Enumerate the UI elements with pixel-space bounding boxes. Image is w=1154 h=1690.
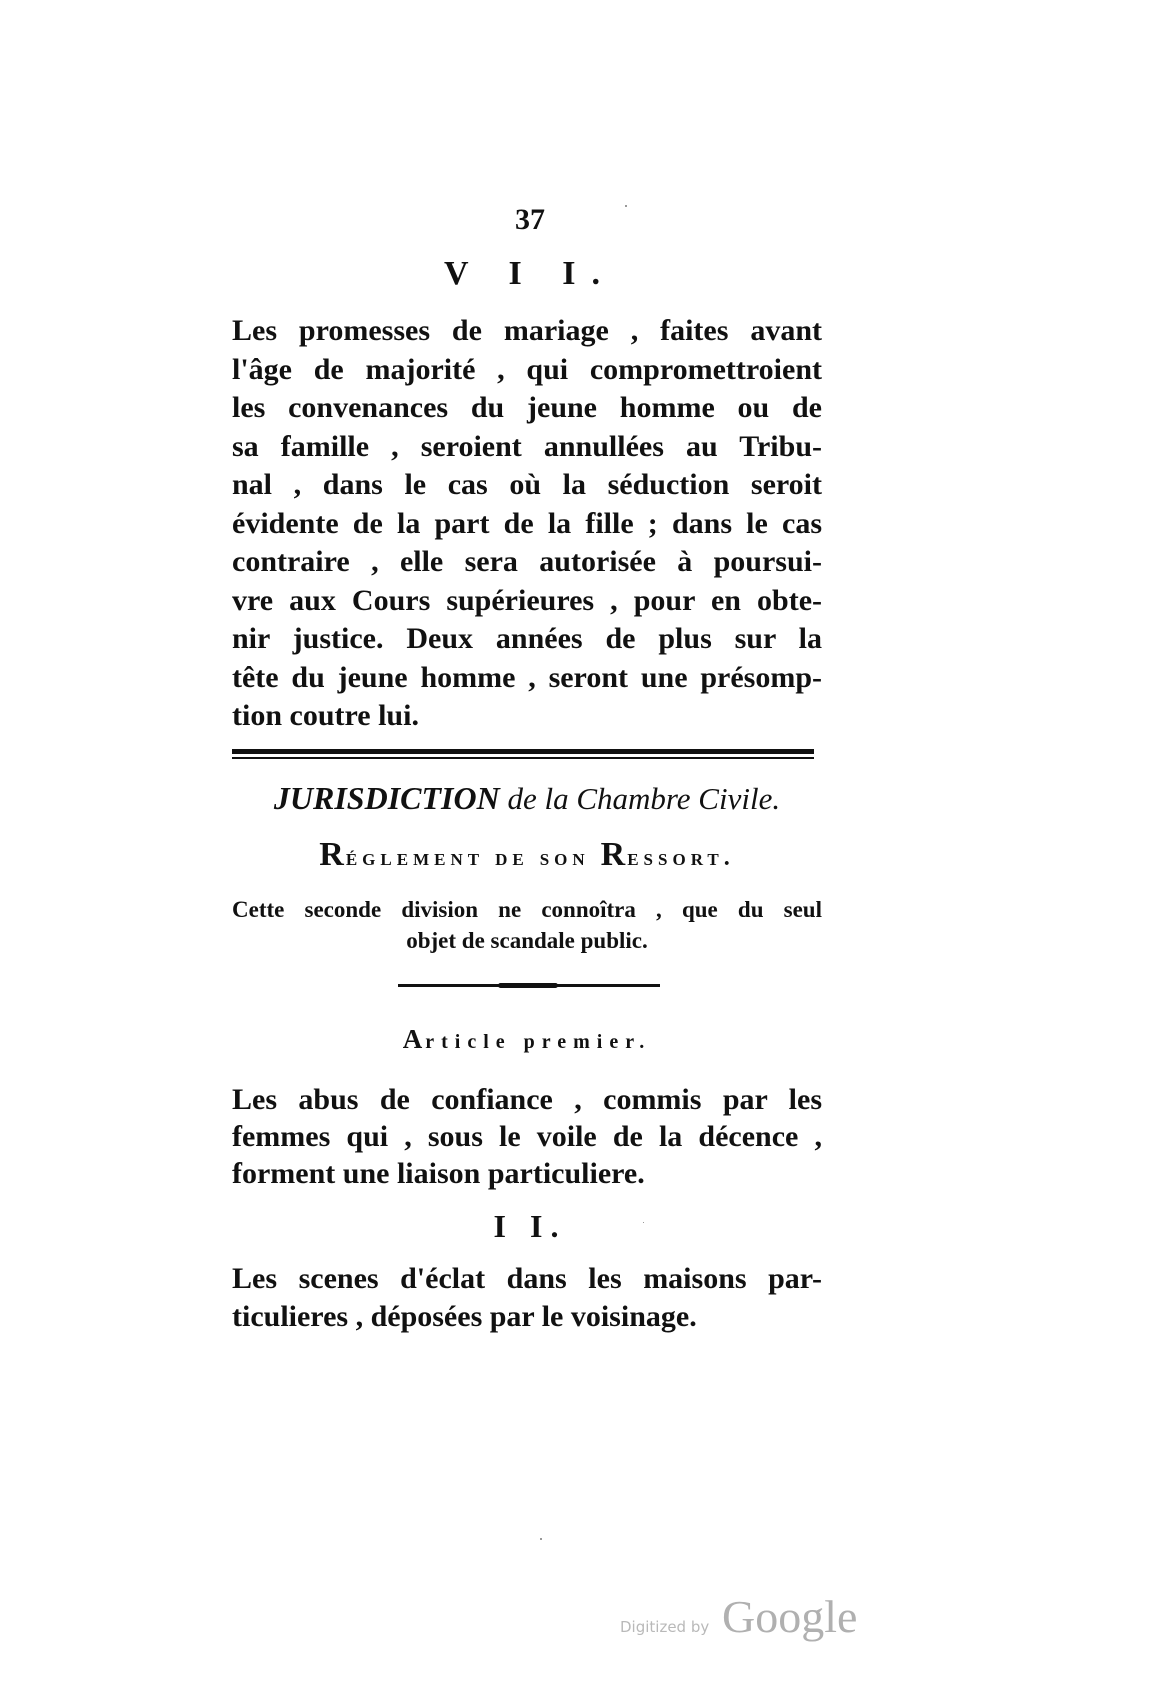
- paragraph-line: forment une liaison particuliere.: [232, 1157, 645, 1190]
- reglement-heading: [232, 836, 822, 874]
- paragraph-line: l'âge de majorité , qui compromettroient: [232, 352, 822, 386]
- digitized-by-label: Digitized by: [620, 1618, 710, 1636]
- paragraph-line: Les scenes d'éclat dans les maisons par-: [232, 1262, 822, 1295]
- scan-speck: [643, 1222, 644, 1223]
- paragraph-line: tion coutre lui.: [232, 699, 419, 732]
- rule-thick: [232, 749, 814, 754]
- division-note: [232, 894, 822, 956]
- article-cap: A: [402, 1024, 426, 1054]
- paragraph-line: sa famille , seroient annullées au Tribu-: [232, 429, 822, 463]
- reglement-word: églement de son: [345, 845, 601, 871]
- section-numeral-ii: I I.: [493, 1208, 567, 1244]
- paragraph-line: nal , dans le cas où la séduction seroit: [232, 468, 822, 501]
- jurisdiction-heading-strong: JURISDICTION: [273, 780, 500, 816]
- scan-speck: [625, 205, 627, 207]
- paragraph-line: femmes qui , sous le voile de la décence ,: [232, 1120, 822, 1153]
- paragraph-article-premier: [232, 1081, 822, 1192]
- section-numeral-vii: V I I.: [444, 255, 616, 292]
- article-premier-heading: [232, 1024, 822, 1055]
- reglement-cap: R: [600, 836, 628, 873]
- paragraph-line: les convenances du jeune homme ou de: [232, 391, 822, 424]
- paragraph-line: tête du jeune homme , seront une présomp-: [232, 660, 822, 694]
- google-watermark: [620, 1590, 860, 1650]
- rule-thin: [232, 757, 814, 759]
- double-rule-divider: [232, 749, 814, 761]
- paragraph-ii: [232, 1260, 822, 1336]
- paragraph-line: ticulieres , déposées par le voisinage.: [232, 1300, 697, 1333]
- google-logo: Google: [722, 1591, 858, 1642]
- reglement-word: essort.: [627, 845, 735, 871]
- ornamental-rule-divider: [398, 983, 660, 988]
- paragraph-line: contraire , elle sera autorisée à poursui-: [232, 545, 822, 578]
- page-number: 37: [515, 203, 545, 236]
- jurisdiction-heading-rest: de la Chambre Civile.: [499, 781, 781, 816]
- note-line: objet de scandale public.: [406, 928, 648, 953]
- paragraph-line: vre aux Cours supérieures , pour en obte-: [232, 583, 822, 617]
- rule-swell: [498, 983, 558, 988]
- article-rest: rticle premier.: [425, 1031, 652, 1053]
- jurisdiction-heading: [232, 780, 822, 817]
- paragraph-line: Les promesses de mariage , faites avant: [232, 314, 822, 347]
- note-line: Cette seconde division ne connoîtra , que du seul: [232, 897, 822, 922]
- reglement-cap: R: [319, 836, 346, 873]
- paragraph-line: nir justice. Deux années de plus sur la: [232, 622, 822, 655]
- paragraph-vii: [232, 312, 822, 736]
- scan-speck: [540, 1538, 542, 1540]
- paragraph-line: évidente de la part de la fille ; dans le cas: [232, 506, 822, 540]
- paragraph-line: Les abus de confiance , commis par les: [232, 1083, 822, 1116]
